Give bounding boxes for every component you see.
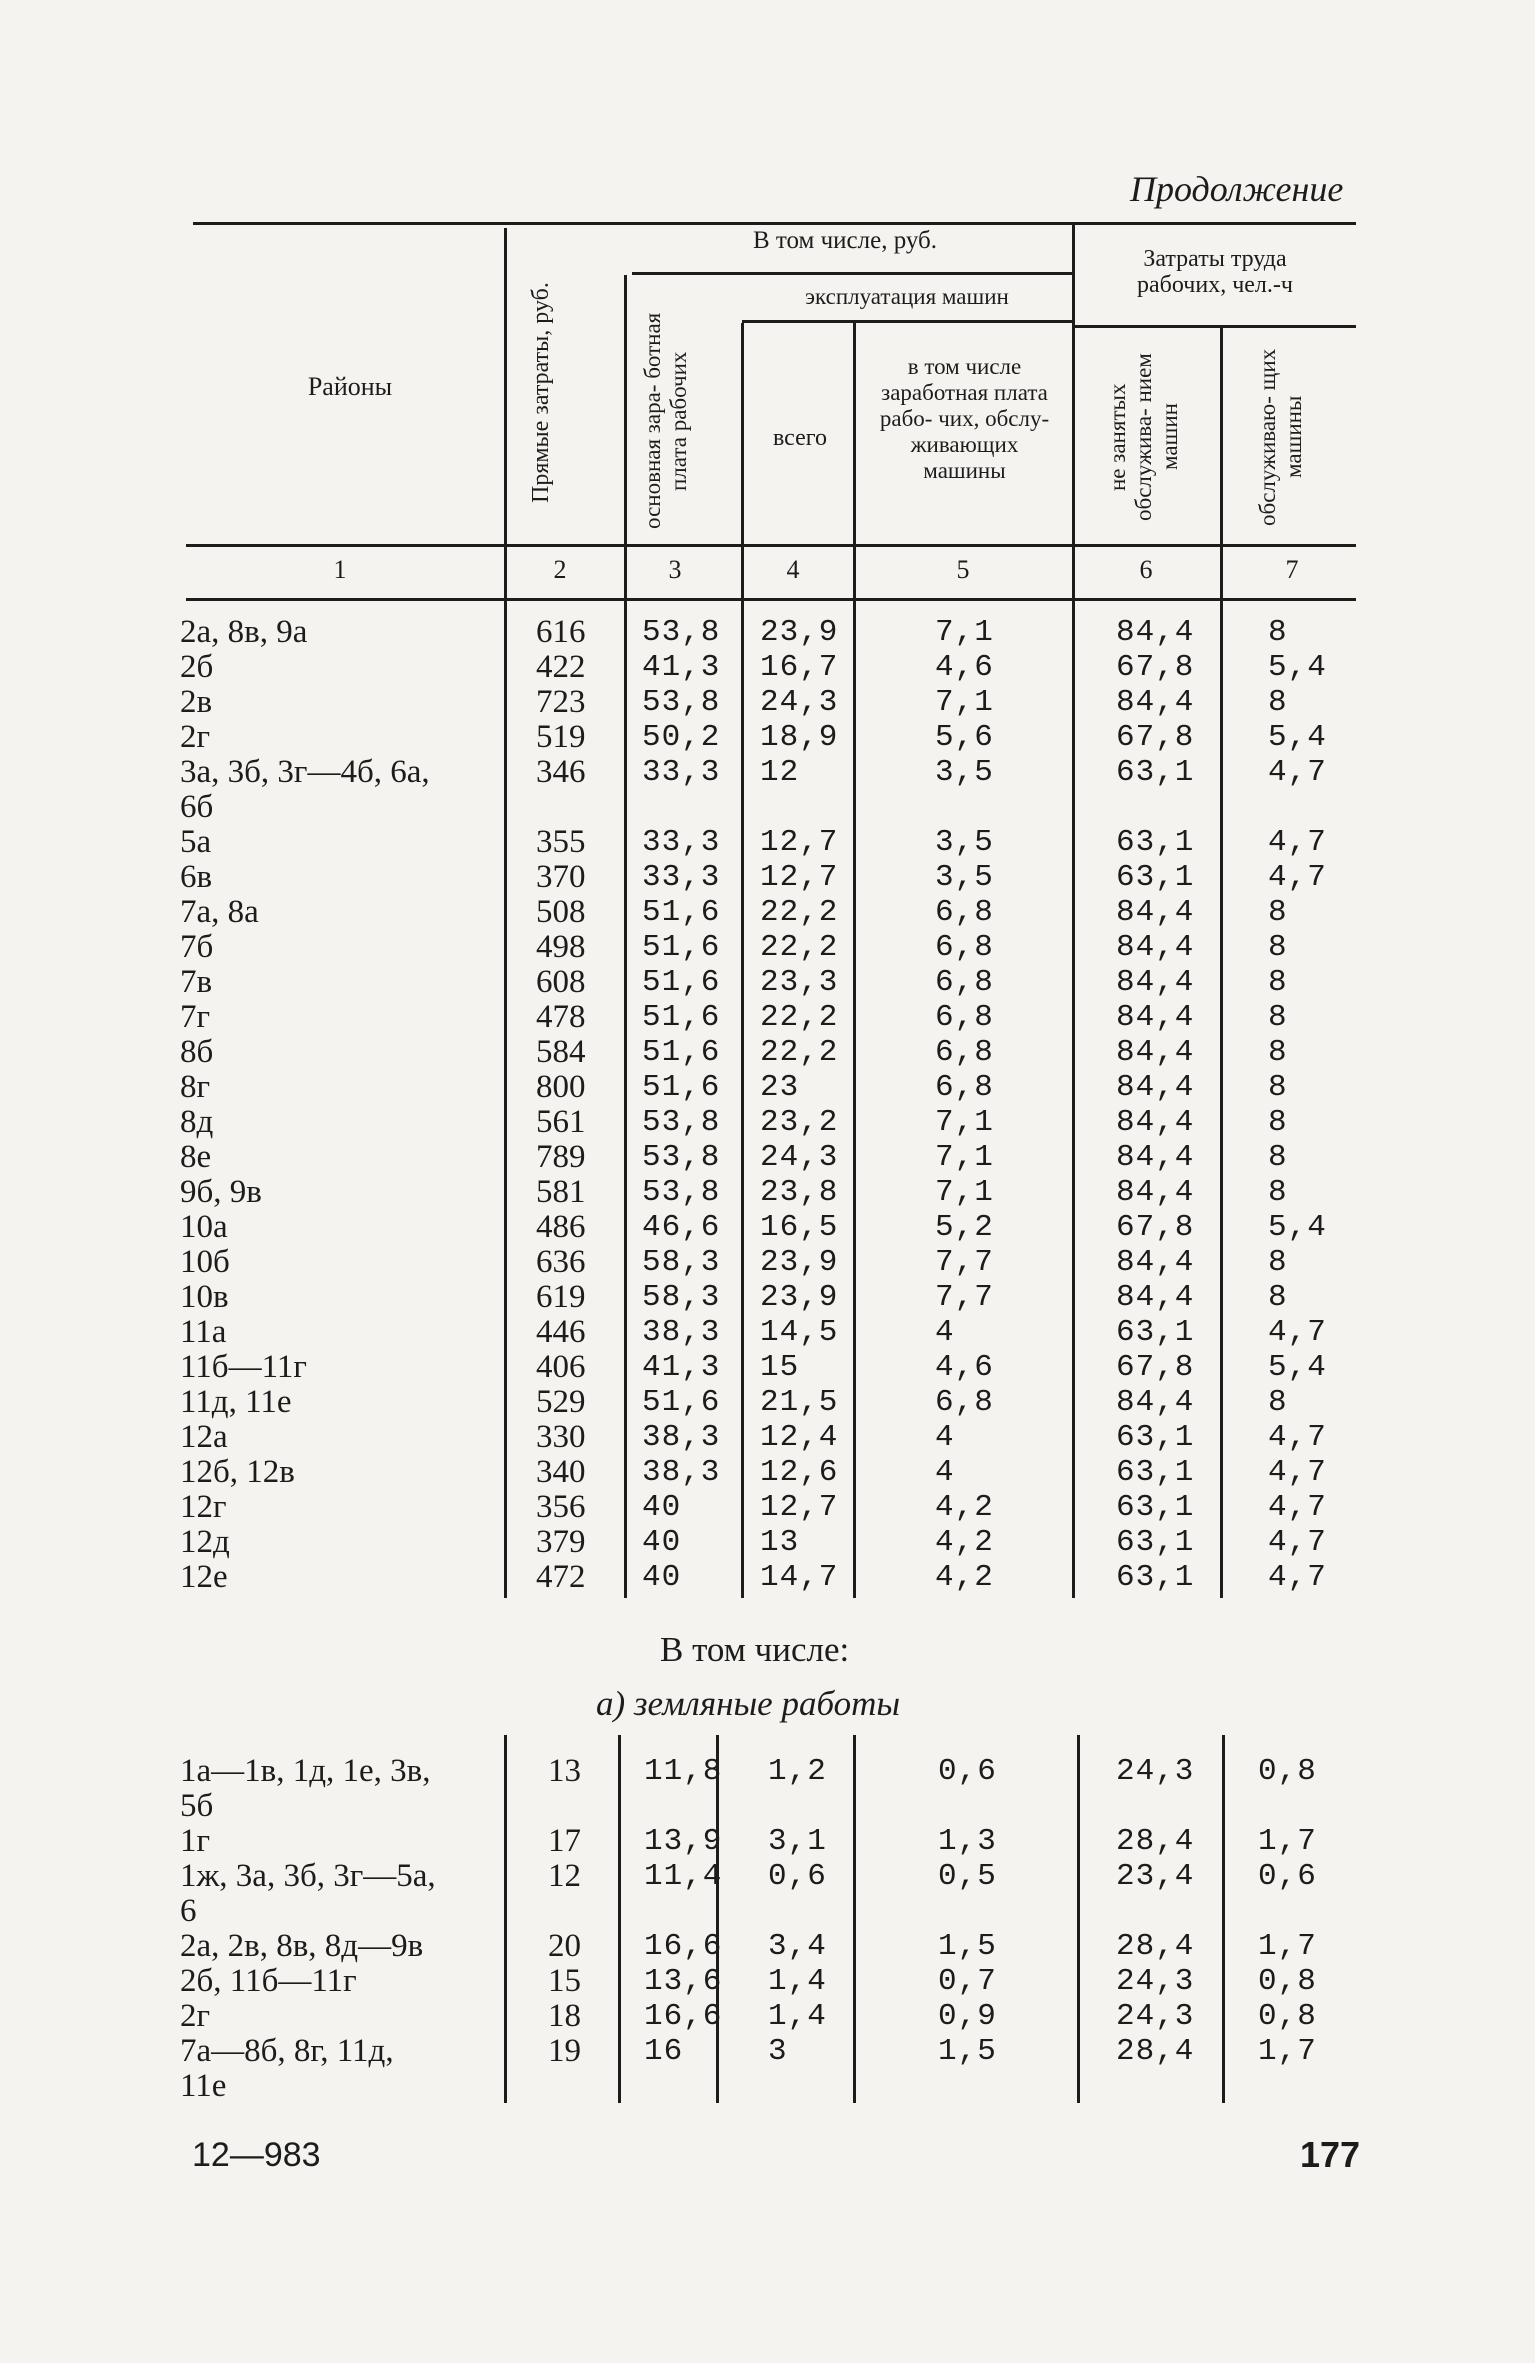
row-cell-c4: 23,9	[760, 1280, 839, 1315]
row-cell-c2: 346	[536, 754, 586, 790]
row-cell-c6: 63,1	[1116, 1525, 1195, 1560]
row-cell-c5: 3,5	[935, 860, 994, 895]
row-cell-c3: 46,6	[642, 1210, 721, 1245]
row-region: 8д	[180, 1104, 214, 1140]
row-region: 11д, 11е	[180, 1384, 292, 1420]
row-region: 10а	[180, 1209, 228, 1245]
header-rule	[1072, 325, 1356, 328]
row-cell-c4: 22,2	[760, 1035, 839, 1070]
page-number: 177	[1300, 2134, 1361, 2175]
row-cell-c2: 446	[536, 1314, 586, 1350]
row-cell-c3: 51,6	[642, 895, 721, 930]
row-cell-c5: 7,1	[935, 1105, 994, 1140]
row-cell-c2: 498	[536, 929, 586, 965]
row-cell-c5: 0,6	[938, 1754, 997, 1789]
row-cell-c2: 330	[536, 1419, 586, 1455]
row-cell-c4: 14,7	[760, 1560, 839, 1595]
row-cell-c6: 63,1	[1116, 755, 1195, 790]
row-cell-c5: 4,2	[935, 1560, 994, 1595]
row-region: 12е	[180, 1559, 228, 1595]
row-region: 7г	[180, 999, 211, 1035]
row-cell-c3: 11,8	[644, 1754, 723, 1789]
row-cell-c2: 18	[548, 1998, 581, 2034]
row-cell-c2: 486	[536, 1209, 586, 1245]
row-cell-c2: 422	[536, 649, 586, 685]
row-cell-c7: 4,7	[1268, 1420, 1327, 1455]
row-cell-c2: 800	[536, 1069, 586, 1105]
row-cell-c5: 0,7	[938, 1964, 997, 1999]
row-cell-c7: 8	[1268, 1245, 1288, 1280]
column-divider	[1077, 1735, 1080, 2103]
row-cell-c3: 53,8	[642, 1140, 721, 1175]
row-cell-c5: 4,2	[935, 1490, 994, 1525]
row-cell-c2: 478	[536, 999, 586, 1035]
row-cell-c3: 11,4	[644, 1859, 723, 1894]
row-cell-c4: 24,3	[760, 1140, 839, 1175]
row-cell-c6: 84,4	[1116, 1280, 1195, 1315]
row-cell-c4: 1,2	[768, 1754, 827, 1789]
row-cell-c3: 16,6	[644, 1999, 723, 2034]
row-region: 11а	[180, 1314, 227, 1350]
row-cell-c6: 63,1	[1116, 1490, 1195, 1525]
row-cell-c5: 4	[935, 1315, 955, 1350]
row-cell-c5: 4,2	[935, 1525, 994, 1560]
column-divider	[618, 1735, 621, 2103]
colnum-5: 5	[956, 555, 970, 584]
colnum-2: 2	[553, 555, 567, 584]
header-zatraty-truda: Затраты труда рабочих, чел.-ч	[1137, 246, 1293, 298]
continuation-label: Продолжение	[1130, 169, 1344, 209]
row-cell-c7: 0,8	[1258, 1999, 1317, 2034]
row-cell-c7: 8	[1268, 965, 1288, 1000]
row-region: 7а—8б, 8г, 11д, 11е	[180, 2033, 394, 2104]
row-cell-c4: 12,7	[760, 860, 839, 895]
row-cell-c5: 4	[935, 1420, 955, 1455]
row-cell-c3: 40	[642, 1525, 682, 1560]
row-cell-c7: 5,4	[1268, 650, 1327, 685]
row-cell-c2: 19	[548, 2033, 581, 2069]
row-cell-c5: 3,5	[935, 825, 994, 860]
row-cell-c6: 63,1	[1116, 825, 1195, 860]
row-cell-c7: 4,7	[1268, 1525, 1327, 1560]
header-obsluzhivayushchih: обслуживаю- щих машины	[1255, 348, 1306, 526]
column-divider	[741, 323, 744, 1598]
row-cell-c4: 24,3	[760, 685, 839, 720]
header-ekspluataciya: эксплуатация машин	[805, 284, 1009, 309]
row-cell-c3: 50,2	[642, 720, 721, 755]
row-cell-c6: 28,4	[1116, 1824, 1195, 1859]
row-region: 1г	[180, 1823, 211, 1859]
row-cell-c2: 529	[536, 1384, 586, 1420]
row-region: 2б, 11б—11г	[180, 1963, 357, 1999]
row-cell-c5: 3,5	[935, 755, 994, 790]
row-cell-c6: 63,1	[1116, 860, 1195, 895]
header-rule	[742, 320, 1072, 323]
row-cell-c4: 22,2	[760, 895, 839, 930]
row-cell-c4: 3,1	[768, 1824, 827, 1859]
row-cell-c6: 67,8	[1116, 1350, 1195, 1385]
row-cell-c2: 789	[536, 1139, 586, 1175]
row-cell-c3: 51,6	[642, 1385, 721, 1420]
row-cell-c5: 7,1	[935, 615, 994, 650]
column-divider	[716, 1735, 719, 2103]
row-cell-c6: 63,1	[1116, 1315, 1195, 1350]
row-cell-c5: 6,8	[935, 1385, 994, 1420]
row-cell-c4: 23,3	[760, 965, 839, 1000]
row-cell-c7: 4,7	[1268, 860, 1327, 895]
row-cell-c6: 84,4	[1116, 1035, 1195, 1070]
row-region: 11б—11г	[180, 1349, 307, 1385]
row-cell-c5: 6,8	[935, 1070, 994, 1105]
row-cell-c5: 0,9	[938, 1999, 997, 2034]
row-region: 8б	[180, 1034, 214, 1070]
row-cell-c7: 8	[1268, 1105, 1288, 1140]
column-divider	[624, 275, 627, 1598]
row-region: 2в	[180, 684, 213, 720]
row-cell-c6: 84,4	[1116, 1385, 1195, 1420]
row-cell-c4: 12,7	[760, 825, 839, 860]
row-cell-c4: 21,5	[760, 1385, 839, 1420]
row-cell-c7: 8	[1268, 615, 1288, 650]
row-region: 1а—1в, 1д, 1е, 3в, 5б	[180, 1753, 431, 1824]
row-cell-c5: 4,6	[935, 1350, 994, 1385]
row-cell-c5: 6,8	[935, 895, 994, 930]
row-cell-c3: 33,3	[642, 755, 721, 790]
row-cell-c6: 63,1	[1116, 1420, 1195, 1455]
row-cell-c7: 8	[1268, 1140, 1288, 1175]
row-region: 12д	[180, 1524, 230, 1560]
row-cell-c6: 84,4	[1116, 1000, 1195, 1035]
colnum-bottom-rule	[186, 598, 1356, 601]
row-region: 5а	[180, 824, 212, 860]
row-cell-c5: 0,5	[938, 1859, 997, 1894]
row-region: 7а, 8а	[180, 894, 259, 930]
row-cell-c3: 41,3	[642, 1350, 721, 1385]
row-cell-c7: 1,7	[1258, 2034, 1317, 2069]
row-cell-c4: 22,2	[760, 1000, 839, 1035]
row-cell-c2: 472	[536, 1559, 586, 1595]
row-region: 7в	[180, 964, 213, 1000]
row-cell-c3: 38,3	[642, 1315, 721, 1350]
header-vsego: всего	[772, 425, 828, 451]
row-cell-c2: 355	[536, 824, 586, 860]
table-top-rule	[193, 222, 1356, 225]
row-cell-c4: 23,9	[760, 1245, 839, 1280]
row-cell-c4: 12,6	[760, 1455, 839, 1490]
row-cell-c7: 8	[1268, 895, 1288, 930]
row-cell-c6: 84,4	[1116, 1175, 1195, 1210]
row-cell-c5: 6,8	[935, 1035, 994, 1070]
row-cell-c6: 24,3	[1116, 1754, 1195, 1789]
row-cell-c3: 51,6	[642, 1070, 721, 1105]
row-cell-c4: 12,7	[760, 1490, 839, 1525]
row-cell-c6: 67,8	[1116, 1210, 1195, 1245]
row-cell-c5: 7,1	[935, 685, 994, 720]
row-region: 8е	[180, 1139, 212, 1175]
row-region: 10б	[180, 1244, 230, 1280]
row-cell-c5: 1,5	[938, 2034, 997, 2069]
row-cell-c4: 13	[760, 1525, 800, 1560]
row-cell-c7: 4,7	[1268, 1490, 1327, 1525]
row-cell-c3: 58,3	[642, 1280, 721, 1315]
row-cell-c2: 356	[536, 1489, 586, 1525]
header-rayony: Районы	[307, 372, 393, 401]
row-cell-c4: 14,5	[760, 1315, 839, 1350]
row-region: 6в	[180, 859, 213, 895]
row-region: 7б	[180, 929, 214, 965]
row-cell-c6: 84,4	[1116, 1140, 1195, 1175]
row-cell-c4: 23	[760, 1070, 800, 1105]
row-cell-c4: 12	[760, 755, 800, 790]
colnum-4: 4	[786, 555, 800, 584]
row-cell-c4: 0,6	[768, 1859, 827, 1894]
row-cell-c3: 53,8	[642, 1175, 721, 1210]
row-region: 2б	[180, 649, 214, 685]
row-cell-c2: 370	[536, 859, 586, 895]
row-cell-c3: 41,3	[642, 650, 721, 685]
row-cell-c3: 13,9	[644, 1824, 723, 1859]
row-cell-c5: 4,6	[935, 650, 994, 685]
row-cell-c2: 508	[536, 894, 586, 930]
header-rule	[632, 272, 1072, 275]
row-region: 12б, 12в	[180, 1454, 295, 1490]
row-cell-c2: 619	[536, 1279, 586, 1315]
row-cell-c6: 84,4	[1116, 1105, 1195, 1140]
row-cell-c7: 5,4	[1268, 720, 1327, 755]
row-cell-c2: 13	[548, 1753, 581, 1789]
row-cell-c7: 4,7	[1268, 1455, 1327, 1490]
column-divider	[504, 1735, 507, 2103]
row-region: 2а, 2в, 8в, 8д—9в	[180, 1928, 424, 1964]
header-ne-zanyatyh: не занятых обслужива- нием машин	[1105, 353, 1182, 521]
row-cell-c3: 53,8	[642, 1105, 721, 1140]
row-cell-c4: 1,4	[768, 1999, 827, 2034]
row-cell-c5: 1,3	[938, 1824, 997, 1859]
row-cell-c4: 23,8	[760, 1175, 839, 1210]
row-cell-c4: 16,5	[760, 1210, 839, 1245]
row-cell-c2: 584	[536, 1034, 586, 1070]
row-region: 1ж, 3а, 3б, 3г—5а, 6	[180, 1858, 436, 1929]
colnum-7: 7	[1285, 555, 1299, 584]
row-cell-c4: 1,4	[768, 1964, 827, 1999]
row-cell-c7: 1,7	[1258, 1824, 1317, 1859]
row-cell-c7: 8	[1268, 685, 1288, 720]
row-cell-c6: 24,3	[1116, 1964, 1195, 1999]
row-cell-c5: 4	[935, 1455, 955, 1490]
row-cell-c5: 1,5	[938, 1929, 997, 1964]
row-cell-c7: 8	[1268, 1070, 1288, 1105]
section-subtitle: а) земляные работы	[596, 1684, 901, 1723]
row-cell-c7: 8	[1268, 930, 1288, 965]
row-cell-c6: 24,3	[1116, 1999, 1195, 2034]
row-cell-c7: 8	[1268, 1035, 1288, 1070]
row-cell-c2: 636	[536, 1244, 586, 1280]
row-cell-c6: 28,4	[1116, 1929, 1195, 1964]
row-cell-c6: 63,1	[1116, 1455, 1195, 1490]
header-pryamye: Прямые затраты, руб.	[528, 282, 554, 503]
row-cell-c7: 8	[1268, 1000, 1288, 1035]
row-cell-c2: 17	[548, 1823, 581, 1859]
row-cell-c6: 67,8	[1116, 720, 1195, 755]
row-cell-c7: 0,8	[1258, 1754, 1317, 1789]
column-divider	[853, 1735, 856, 2103]
row-cell-c3: 38,3	[642, 1455, 721, 1490]
row-cell-c7: 1,7	[1258, 1929, 1317, 1964]
row-cell-c2: 519	[536, 719, 586, 755]
row-cell-c2: 723	[536, 684, 586, 720]
row-cell-c6: 84,4	[1116, 965, 1195, 1000]
row-cell-c4: 22,2	[760, 930, 839, 965]
row-cell-c5: 7,1	[935, 1175, 994, 1210]
header-bottom-rule	[186, 544, 1356, 547]
row-cell-c3: 53,8	[642, 685, 721, 720]
row-region: 8г	[180, 1069, 211, 1105]
row-cell-c3: 58,3	[642, 1245, 721, 1280]
row-cell-c6: 84,4	[1116, 1070, 1195, 1105]
row-cell-c2: 379	[536, 1524, 586, 1560]
row-cell-c7: 4,7	[1268, 755, 1327, 790]
row-region: 2г	[180, 1998, 211, 2034]
row-cell-c3: 16	[644, 2034, 684, 2069]
row-cell-c3: 13,6	[644, 1964, 723, 1999]
row-cell-c6: 84,4	[1116, 930, 1195, 965]
row-cell-c6: 67,8	[1116, 650, 1195, 685]
row-cell-c6: 23,4	[1116, 1859, 1195, 1894]
row-cell-c5: 7,7	[935, 1280, 994, 1315]
row-cell-c5: 7,1	[935, 1140, 994, 1175]
row-cell-c6: 84,4	[1116, 685, 1195, 720]
row-cell-c6: 84,4	[1116, 895, 1195, 930]
column-divider	[1220, 328, 1223, 1598]
row-cell-c2: 581	[536, 1174, 586, 1210]
row-region: 2а, 8в, 9а	[180, 614, 308, 650]
row-cell-c2: 608	[536, 964, 586, 1000]
row-cell-c7: 5,4	[1268, 1350, 1327, 1385]
row-cell-c7: 5,4	[1268, 1210, 1327, 1245]
row-cell-c5: 6,8	[935, 930, 994, 965]
row-cell-c7: 8	[1268, 1175, 1288, 1210]
row-region: 12а	[180, 1419, 228, 1455]
row-cell-c5: 6,8	[935, 965, 994, 1000]
header-v-tom-chisle: В том числе, руб.	[752, 227, 938, 254]
row-cell-c4: 16,7	[760, 650, 839, 685]
row-cell-c5: 6,8	[935, 1000, 994, 1035]
row-cell-c7: 4,7	[1268, 1315, 1327, 1350]
row-cell-c6: 84,4	[1116, 1245, 1195, 1280]
row-cell-c3: 51,6	[642, 965, 721, 1000]
row-cell-c7: 0,6	[1258, 1859, 1317, 1894]
row-region: 2г	[180, 719, 211, 755]
row-cell-c3: 53,8	[642, 615, 721, 650]
row-cell-c7: 8	[1268, 1385, 1288, 1420]
row-cell-c7: 8	[1268, 1280, 1288, 1315]
column-divider	[504, 228, 507, 1598]
column-divider	[1222, 1735, 1225, 2103]
colnum-3: 3	[668, 555, 682, 584]
row-cell-c2: 616	[536, 614, 586, 650]
row-cell-c3: 38,3	[642, 1420, 721, 1455]
row-cell-c6: 63,1	[1116, 1560, 1195, 1595]
header-v-tom-chisle-zp: в том числе заработная плата рабо- чих, обслу- живающих машины	[879, 354, 1050, 483]
row-cell-c4: 15	[760, 1350, 800, 1385]
row-cell-c2: 20	[548, 1928, 581, 1964]
row-cell-c2: 340	[536, 1454, 586, 1490]
row-region: 9б, 9в	[180, 1174, 262, 1210]
row-cell-c3: 16,6	[644, 1929, 723, 1964]
colnum-1: 1	[333, 555, 347, 584]
row-cell-c2: 406	[536, 1349, 586, 1385]
row-region: 12г	[180, 1489, 227, 1525]
row-cell-c4: 18,9	[760, 720, 839, 755]
row-cell-c2: 15	[548, 1963, 581, 1999]
column-divider	[1072, 225, 1075, 1598]
header-osnovnaya: основная зара- ботная плата рабочих	[640, 312, 691, 530]
row-cell-c3: 40	[642, 1560, 682, 1595]
row-cell-c6: 28,4	[1116, 2034, 1195, 2069]
section-v-tom-chisle: В том числе:	[660, 1630, 850, 1669]
row-cell-c5: 7,7	[935, 1245, 994, 1280]
row-cell-c6: 84,4	[1116, 615, 1195, 650]
row-cell-c4: 3,4	[768, 1929, 827, 1964]
row-cell-c4: 3	[768, 2034, 788, 2069]
row-cell-c3: 33,3	[642, 825, 721, 860]
row-cell-c4: 23,9	[760, 615, 839, 650]
row-cell-c2: 12	[548, 1858, 581, 1894]
row-cell-c4: 23,2	[760, 1105, 839, 1140]
row-cell-c5: 5,6	[935, 720, 994, 755]
row-cell-c7: 4,7	[1268, 1560, 1327, 1595]
row-cell-c3: 51,6	[642, 1000, 721, 1035]
row-region: 3а, 3б, 3г—4б, 6а, 6б	[180, 754, 430, 825]
row-cell-c4: 12,4	[760, 1420, 839, 1455]
row-cell-c3: 40	[642, 1490, 682, 1525]
colnum-6: 6	[1139, 555, 1153, 584]
row-cell-c7: 0,8	[1258, 1964, 1317, 1999]
row-cell-c5: 5,2	[935, 1210, 994, 1245]
row-cell-c3: 51,6	[642, 930, 721, 965]
row-region: 10в	[180, 1279, 229, 1315]
row-cell-c3: 51,6	[642, 1035, 721, 1070]
row-cell-c3: 33,3	[642, 860, 721, 895]
row-cell-c7: 4,7	[1268, 825, 1327, 860]
footer-signature: 12—983	[192, 2136, 321, 2174]
column-divider	[853, 323, 856, 1598]
row-cell-c2: 561	[536, 1104, 586, 1140]
